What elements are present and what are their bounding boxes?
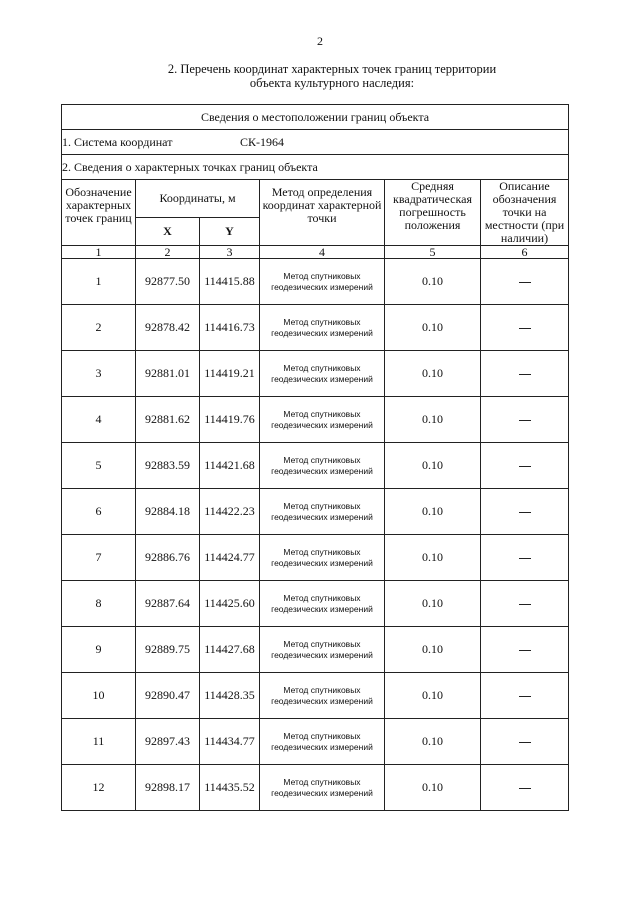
point-number: 5 (62, 443, 136, 489)
point-number: 4 (62, 397, 136, 443)
description-cell (481, 581, 569, 627)
table-row (62, 765, 569, 811)
description-cell (481, 351, 569, 397)
point-number: 7 (62, 535, 136, 581)
dash-mark (519, 282, 531, 283)
table-row (62, 581, 569, 627)
column-number: 1 (62, 246, 136, 259)
method-cell: Метод спутниковых геодезических измерений (260, 259, 385, 305)
table-row (62, 259, 569, 305)
point-number: 11 (62, 719, 136, 765)
error-cell: 0.10 (385, 489, 481, 535)
page-number: 2 (317, 34, 323, 48)
coordinate-y: 114428.35 (200, 673, 260, 719)
coordinate-x: 92898.17 (136, 765, 200, 811)
description-cell (481, 719, 569, 765)
coordinate-x: 92890.47 (136, 673, 200, 719)
table-row (62, 397, 569, 443)
coordinate-x: 92897.43 (136, 719, 200, 765)
dash-mark (519, 374, 531, 375)
dash-mark (519, 788, 531, 789)
point-number: 3 (62, 351, 136, 397)
coordinate-y: 114419.21 (200, 351, 260, 397)
section-header: Сведения о местоположении границ объекта (62, 105, 569, 130)
coordinate-y: 114425.60 (200, 581, 260, 627)
coordinate-y: 114424.77 (200, 535, 260, 581)
error-cell: 0.10 (385, 627, 481, 673)
method-cell: Метод спутниковых геодезических измерений (260, 443, 385, 489)
point-number: 9 (62, 627, 136, 673)
title-line-2: объекта культурного наследия: (249, 76, 415, 90)
coordinate-y: 114421.68 (200, 443, 260, 489)
error-cell: 0.10 (385, 673, 481, 719)
coordinate-x: 92877.50 (136, 259, 200, 305)
table-row (62, 489, 569, 535)
dash-mark (519, 466, 531, 467)
column-header-designation: Обозначение характерных точек границ (62, 180, 136, 246)
method-cell: Метод спутниковых геодезических измерений (260, 673, 385, 719)
point-number: 12 (62, 765, 136, 811)
error-cell: 0.10 (385, 581, 481, 627)
coordinate-x: 92883.59 (136, 443, 200, 489)
column-header-method: Метод определения координат характерной точки (260, 180, 385, 246)
error-cell: 0.10 (385, 535, 481, 581)
description-cell (481, 259, 569, 305)
error-cell: 0.10 (385, 719, 481, 765)
description-cell (481, 397, 569, 443)
column-header-coordinates: Координаты, м (136, 180, 260, 218)
method-cell: Метод спутниковых геодезических измерений (260, 397, 385, 443)
coordinate-y: 114416.73 (200, 305, 260, 351)
point-number: 10 (62, 673, 136, 719)
error-cell: 0.10 (385, 443, 481, 489)
column-numbers-row (62, 246, 569, 259)
coordinates-table (61, 104, 569, 811)
method-cell: Метод спутниковых геодезических измерений (260, 535, 385, 581)
description-cell (481, 443, 569, 489)
document-title (0, 62, 640, 90)
coordinate-y: 114427.68 (200, 627, 260, 673)
column-number: 5 (385, 246, 481, 259)
dash-mark (519, 696, 531, 697)
coordinate-system-row (62, 130, 569, 155)
coordinate-x: 92887.64 (136, 581, 200, 627)
error-cell: 0.10 (385, 259, 481, 305)
point-number: 8 (62, 581, 136, 627)
method-cell: Метод спутниковых геодезических измерений (260, 305, 385, 351)
coordinate-y: 114415.88 (200, 259, 260, 305)
column-header-description: Описание обозначения точки на местности (при наличии) (481, 180, 569, 246)
table-row (62, 443, 569, 489)
coordinate-x: 92881.01 (136, 351, 200, 397)
description-cell (481, 765, 569, 811)
description-cell (481, 489, 569, 535)
point-number: 6 (62, 489, 136, 535)
description-cell (481, 305, 569, 351)
coordinate-x: 92889.75 (136, 627, 200, 673)
error-cell: 0.10 (385, 397, 481, 443)
table-row (62, 305, 569, 351)
dash-mark (519, 742, 531, 743)
dash-mark (519, 420, 531, 421)
title-line-1: 2. Перечень координат характерных точек границ территории (167, 62, 497, 76)
coordinate-y: 114435.52 (200, 765, 260, 811)
error-cell: 0.10 (385, 765, 481, 811)
column-number: 6 (481, 246, 569, 259)
dash-mark (519, 604, 531, 605)
table-row (62, 673, 569, 719)
table-row (62, 627, 569, 673)
column-number: 2 (136, 246, 200, 259)
coordinate-x: 92884.18 (136, 489, 200, 535)
dash-mark (519, 512, 531, 513)
coordinate-system-value: СК-1964 (240, 134, 285, 149)
error-cell: 0.10 (385, 351, 481, 397)
error-cell: 0.10 (385, 305, 481, 351)
coordinate-x: 92881.62 (136, 397, 200, 443)
dash-mark (519, 650, 531, 651)
dash-mark (519, 558, 531, 559)
description-cell (481, 627, 569, 673)
point-number: 2 (62, 305, 136, 351)
column-number: 4 (260, 246, 385, 259)
method-cell: Метод спутниковых геодезических измерений (260, 627, 385, 673)
coordinate-y: 114434.77 (200, 719, 260, 765)
method-cell: Метод спутниковых геодезических измерений (260, 581, 385, 627)
method-cell: Метод спутниковых геодезических измерений (260, 765, 385, 811)
method-cell: Метод спутниковых геодезических измерений (260, 489, 385, 535)
column-header-x: X (136, 217, 200, 245)
description-cell (481, 673, 569, 719)
method-cell: Метод спутниковых геодезических измерений (260, 351, 385, 397)
coordinate-x: 92878.42 (136, 305, 200, 351)
table-row (62, 719, 569, 765)
coordinate-y: 114419.76 (200, 397, 260, 443)
coordinate-y: 114422.23 (200, 489, 260, 535)
point-number: 1 (62, 259, 136, 305)
description-cell (481, 535, 569, 581)
table-row (62, 351, 569, 397)
column-number: 3 (200, 246, 260, 259)
table-row (62, 535, 569, 581)
method-cell: Метод спутниковых геодезических измерений (260, 719, 385, 765)
column-header-y: Y (200, 217, 260, 245)
column-header-error: Средняя квадратическая погрешность положения (385, 180, 481, 246)
coordinate-system-label: 1. Система координат (62, 134, 173, 149)
coordinate-x: 92886.76 (136, 535, 200, 581)
dash-mark (519, 328, 531, 329)
points-header: 2. Сведения о характерных точках границ объекта (62, 155, 569, 180)
